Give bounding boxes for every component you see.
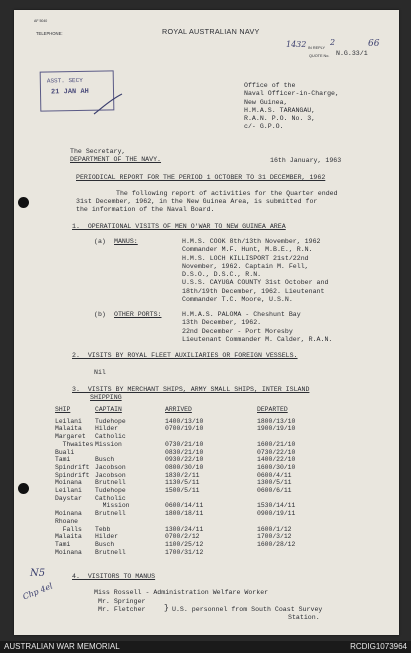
ship-cell: Tami xyxy=(55,540,71,548)
address-line-5: R.A.N. P.O. No. 3, xyxy=(244,115,316,123)
departed-cell: 1600/1/12 xyxy=(257,525,292,533)
recipient-line-2: DEPARTMENT OF THE NAVY. xyxy=(70,156,162,163)
form-number: AF 5040 xyxy=(34,19,48,23)
margin-note-2: Chp 4el xyxy=(21,581,54,602)
archive-id: RCDIG1073964 xyxy=(350,642,407,651)
table-row xyxy=(55,541,327,549)
captain-cell: Hilder xyxy=(95,425,119,433)
section-1b-label: (b) xyxy=(94,311,106,318)
section-1a-line: D.S.O., D.S.C., R.N. xyxy=(182,271,262,279)
arrived-cell: 0600/14/11 xyxy=(165,502,204,510)
intro-line-3: the information of the Naval Board. xyxy=(76,206,215,213)
captain-cell: Tebb xyxy=(95,525,111,533)
section-1a-body xyxy=(182,238,328,304)
section-1-heading: 1. OPERATIONAL VISITS OF MEN O'WAR TO NEW GUINEA AREA xyxy=(72,223,286,230)
ship-cell: Leilani xyxy=(55,417,82,425)
section-1b-body xyxy=(182,311,332,344)
section-1b-line: Lieutenant Commander M. Calder, R.A.N. xyxy=(182,335,333,343)
departed-cell xyxy=(257,549,327,557)
captain-cell xyxy=(95,449,165,457)
address-line-1: Office of the xyxy=(244,82,296,89)
table-row xyxy=(55,464,327,472)
recipient-line-1: The Secretary, xyxy=(70,148,126,155)
intro-line-2: 31st December, 1962, in the New Guinea Area, is submitted for xyxy=(76,198,318,205)
ship-cell: Moinana xyxy=(55,479,82,487)
arrived-cell: 1400/13/10 xyxy=(165,417,204,425)
section-1a-line: Commander T.C. Moore, U.S.N. xyxy=(182,296,293,304)
captain-cell: Busch xyxy=(95,456,115,464)
departed-cell: 1300/5/11 xyxy=(257,479,292,487)
visitor-line-1: Miss Rossell - Administration Welfare Worker xyxy=(94,589,269,596)
telephone-label: TELEPHONE: xyxy=(36,31,63,36)
table-row xyxy=(55,433,327,441)
departed-cell xyxy=(257,518,327,526)
captain-cell: Busch xyxy=(95,540,115,548)
departed-cell: 1400/22/10 xyxy=(257,456,296,464)
departed-cell: 1700/3/12 xyxy=(257,533,292,541)
captain-cell: Brutnell xyxy=(95,479,126,487)
section-1a-line: H.M.S. LOCH KILLISPORT 21st/22nd xyxy=(182,254,309,262)
table-row xyxy=(55,533,327,541)
stamp-date: 21 JAN AH xyxy=(50,87,89,97)
arrived-cell: 1130/5/11 xyxy=(165,479,200,487)
captain-cell: Jacobson xyxy=(95,471,126,479)
arrived-cell: 1700/31/12 xyxy=(165,548,204,556)
archive-footer xyxy=(0,641,411,653)
column-header-arrived: ARRIVED xyxy=(165,406,192,413)
section-3-heading-line-1: 3. VISITS BY MERCHANT SHIPS, ARMY SMALL SHIPS, INTER ISLAND xyxy=(72,386,310,393)
arrived-cell: 1100/25/12 xyxy=(165,540,204,548)
section-2-body: Nil xyxy=(94,369,106,376)
ship-cell: Leilani xyxy=(55,487,82,495)
section-1b-line: H.M.A.S. PALOMA - Cheshunt Bay xyxy=(182,311,301,318)
section-1a-line: 18th/19th December, 1962. Lieutenant xyxy=(182,287,325,295)
table-row xyxy=(55,418,327,426)
stamp-line-1: ASST. SECY xyxy=(46,76,83,85)
ship-cell: Daystar xyxy=(55,494,82,502)
captain-cell: Tudehope xyxy=(95,487,126,495)
arrived-cell: 0800/30/10 xyxy=(165,463,204,471)
table-row xyxy=(55,487,327,495)
visitor-line-2: Mr. Springer xyxy=(98,598,146,605)
ship-cell: Margaret xyxy=(55,433,86,441)
table-row xyxy=(55,510,327,518)
departed-cell: 1900/19/10 xyxy=(257,425,296,433)
column-header-captain: CAPTAIN xyxy=(95,406,122,413)
ship-cell: Moinana xyxy=(55,510,82,518)
captain-cell: Catholic xyxy=(95,433,126,441)
table-row xyxy=(55,479,327,487)
departed-cell: 1800/13/10 xyxy=(257,417,296,425)
table-row xyxy=(55,502,327,510)
visitor-line-3b: U.S. personnel from South Coast Survey xyxy=(172,606,323,613)
table-row xyxy=(55,472,327,480)
captain-cell: Brutnell xyxy=(95,548,126,556)
pen-tick-mark xyxy=(92,92,124,120)
section-1b-line: 22nd December - Port Moresby xyxy=(182,327,293,335)
arrived-cell: 1300/24/11 xyxy=(165,525,204,533)
column-header-ship: SHIP xyxy=(55,406,71,413)
arrived-cell: 0700/2/12 xyxy=(165,533,200,541)
section-4-heading: 4. VISITORS TO MANUS xyxy=(72,573,156,580)
table-row xyxy=(55,549,327,557)
ship-cell: Tami xyxy=(55,456,71,464)
section-1b-line: 13th December, 1962. xyxy=(182,319,262,327)
captain-cell: Jacobson xyxy=(95,463,126,471)
brace-mark: } xyxy=(164,604,169,613)
arrived-cell: 0700/19/10 xyxy=(165,425,204,433)
arrived-cell: 1800/18/11 xyxy=(165,510,204,518)
punch-hole-top xyxy=(18,197,29,208)
handwritten-ref-1: 1432 xyxy=(286,40,307,49)
table-row xyxy=(55,526,327,534)
address-line-6: c/- G.P.O. xyxy=(244,123,284,131)
captain-cell: Brutnell xyxy=(95,510,126,518)
report-subject: PERIODICAL REPORT FOR THE PERIOD 1 OCTOBER TO 31 DECEMBER, 1962 xyxy=(76,174,326,181)
ship-cell: Spindrift xyxy=(55,463,90,471)
table-row xyxy=(55,449,327,457)
in-reply-label: IN REPLY xyxy=(308,46,326,50)
departed-cell: 0600/6/11 xyxy=(257,487,292,495)
punch-hole-bottom xyxy=(18,483,29,494)
table-row xyxy=(55,441,327,449)
quote-label: QUOTE No. xyxy=(309,54,330,58)
ship-cell: Moinana xyxy=(55,548,82,556)
captain-cell xyxy=(95,518,165,526)
arrived-cell: 1830/2/11 xyxy=(165,471,200,479)
intro-line-1: The following report of activities for the Quarter ended xyxy=(116,190,338,197)
section-2-heading: 2. VISITS BY ROYAL FLEET AUXILIARIES OR FOREIGN VESSELS. xyxy=(72,352,298,359)
departed-cell xyxy=(257,495,327,503)
visitor-line-3: Mr. Fletcher xyxy=(98,606,146,613)
section-3-heading-line-2: SHIPPING xyxy=(90,394,122,401)
table-header-row xyxy=(55,406,327,414)
captain-cell: Mission xyxy=(95,440,122,448)
departed-cell: 1530/14/11 xyxy=(257,502,296,510)
arrived-cell xyxy=(165,518,257,526)
arrived-cell: 0930/22/10 xyxy=(165,456,204,464)
table-row xyxy=(55,495,327,503)
handwritten-ref-3: 66 xyxy=(368,39,380,49)
section-1a-label: (a) xyxy=(94,238,106,245)
address-line-2: Naval Officer-in-Charge, xyxy=(244,90,339,98)
captain-cell: Tudehope xyxy=(95,417,126,425)
visitor-line-4: Station. xyxy=(288,614,320,621)
archive-name: AUSTRALIAN WAR MEMORIAL xyxy=(4,642,120,651)
margin-note-1: N5 xyxy=(30,568,46,579)
departed-cell: 0900/19/11 xyxy=(257,510,296,518)
captain-cell: Catholic xyxy=(95,494,126,502)
arrived-cell xyxy=(165,495,257,503)
ship-cell: Thwaites xyxy=(55,440,94,448)
ship-cell xyxy=(55,502,95,510)
ship-cell: Malaita xyxy=(55,533,82,541)
section-1a-line: Commander M.F. Hunt, M.B.E., R.N. xyxy=(182,246,313,254)
captain-cell: Hilder xyxy=(95,533,119,541)
handwritten-ref-2: 2 xyxy=(330,38,336,47)
address-line-4: H.M.A.S. TARANGAU, xyxy=(244,106,316,114)
ship-cell: Rhoane xyxy=(55,517,79,525)
column-header-departed: DEPARTED xyxy=(257,406,288,413)
section-1a-title: MANUS: xyxy=(114,238,138,245)
quote-value: N.G.33/1 xyxy=(336,50,368,57)
departed-cell: 0730/22/10 xyxy=(257,448,296,456)
section-1a-line: H.M.S. COOK 8th/13th November, 1962 xyxy=(182,238,321,245)
ship-cell: Malaita xyxy=(55,425,82,433)
arrived-cell: 0830/21/10 xyxy=(165,448,204,456)
table-row xyxy=(55,456,327,464)
arrived-cell: 1500/5/11 xyxy=(165,487,200,495)
letterhead-title: ROYAL AUSTRALIAN NAVY xyxy=(162,27,260,36)
table-row xyxy=(55,425,327,433)
ship-cell: Buali xyxy=(55,448,75,456)
table-row xyxy=(55,518,327,526)
section-1a-line: U.S.S. CAYUGA COUNTY 31st October and xyxy=(182,279,329,287)
arrived-cell: 0730/21/10 xyxy=(165,440,204,448)
departed-cell xyxy=(257,433,327,441)
sender-address xyxy=(244,82,339,132)
captain-cell: Mission xyxy=(95,502,130,510)
departed-cell: 0600/4/11 xyxy=(257,471,292,479)
arrived-cell xyxy=(165,433,257,441)
shipping-table xyxy=(55,406,327,556)
address-line-3: New Guinea, xyxy=(244,98,288,106)
ship-cell: Spindrift xyxy=(55,471,90,479)
departed-cell: 1600/21/10 xyxy=(257,440,296,448)
section-1a-line: November, 1962. Captain M. Fell, xyxy=(182,262,309,270)
departed-cell: 1600/30/10 xyxy=(257,463,296,471)
departed-cell: 1600/28/12 xyxy=(257,540,296,548)
letter-date: 16th January, 1963 xyxy=(270,157,342,164)
section-1b-title: OTHER PORTS: xyxy=(114,311,162,318)
ship-cell: Falls xyxy=(55,525,82,533)
